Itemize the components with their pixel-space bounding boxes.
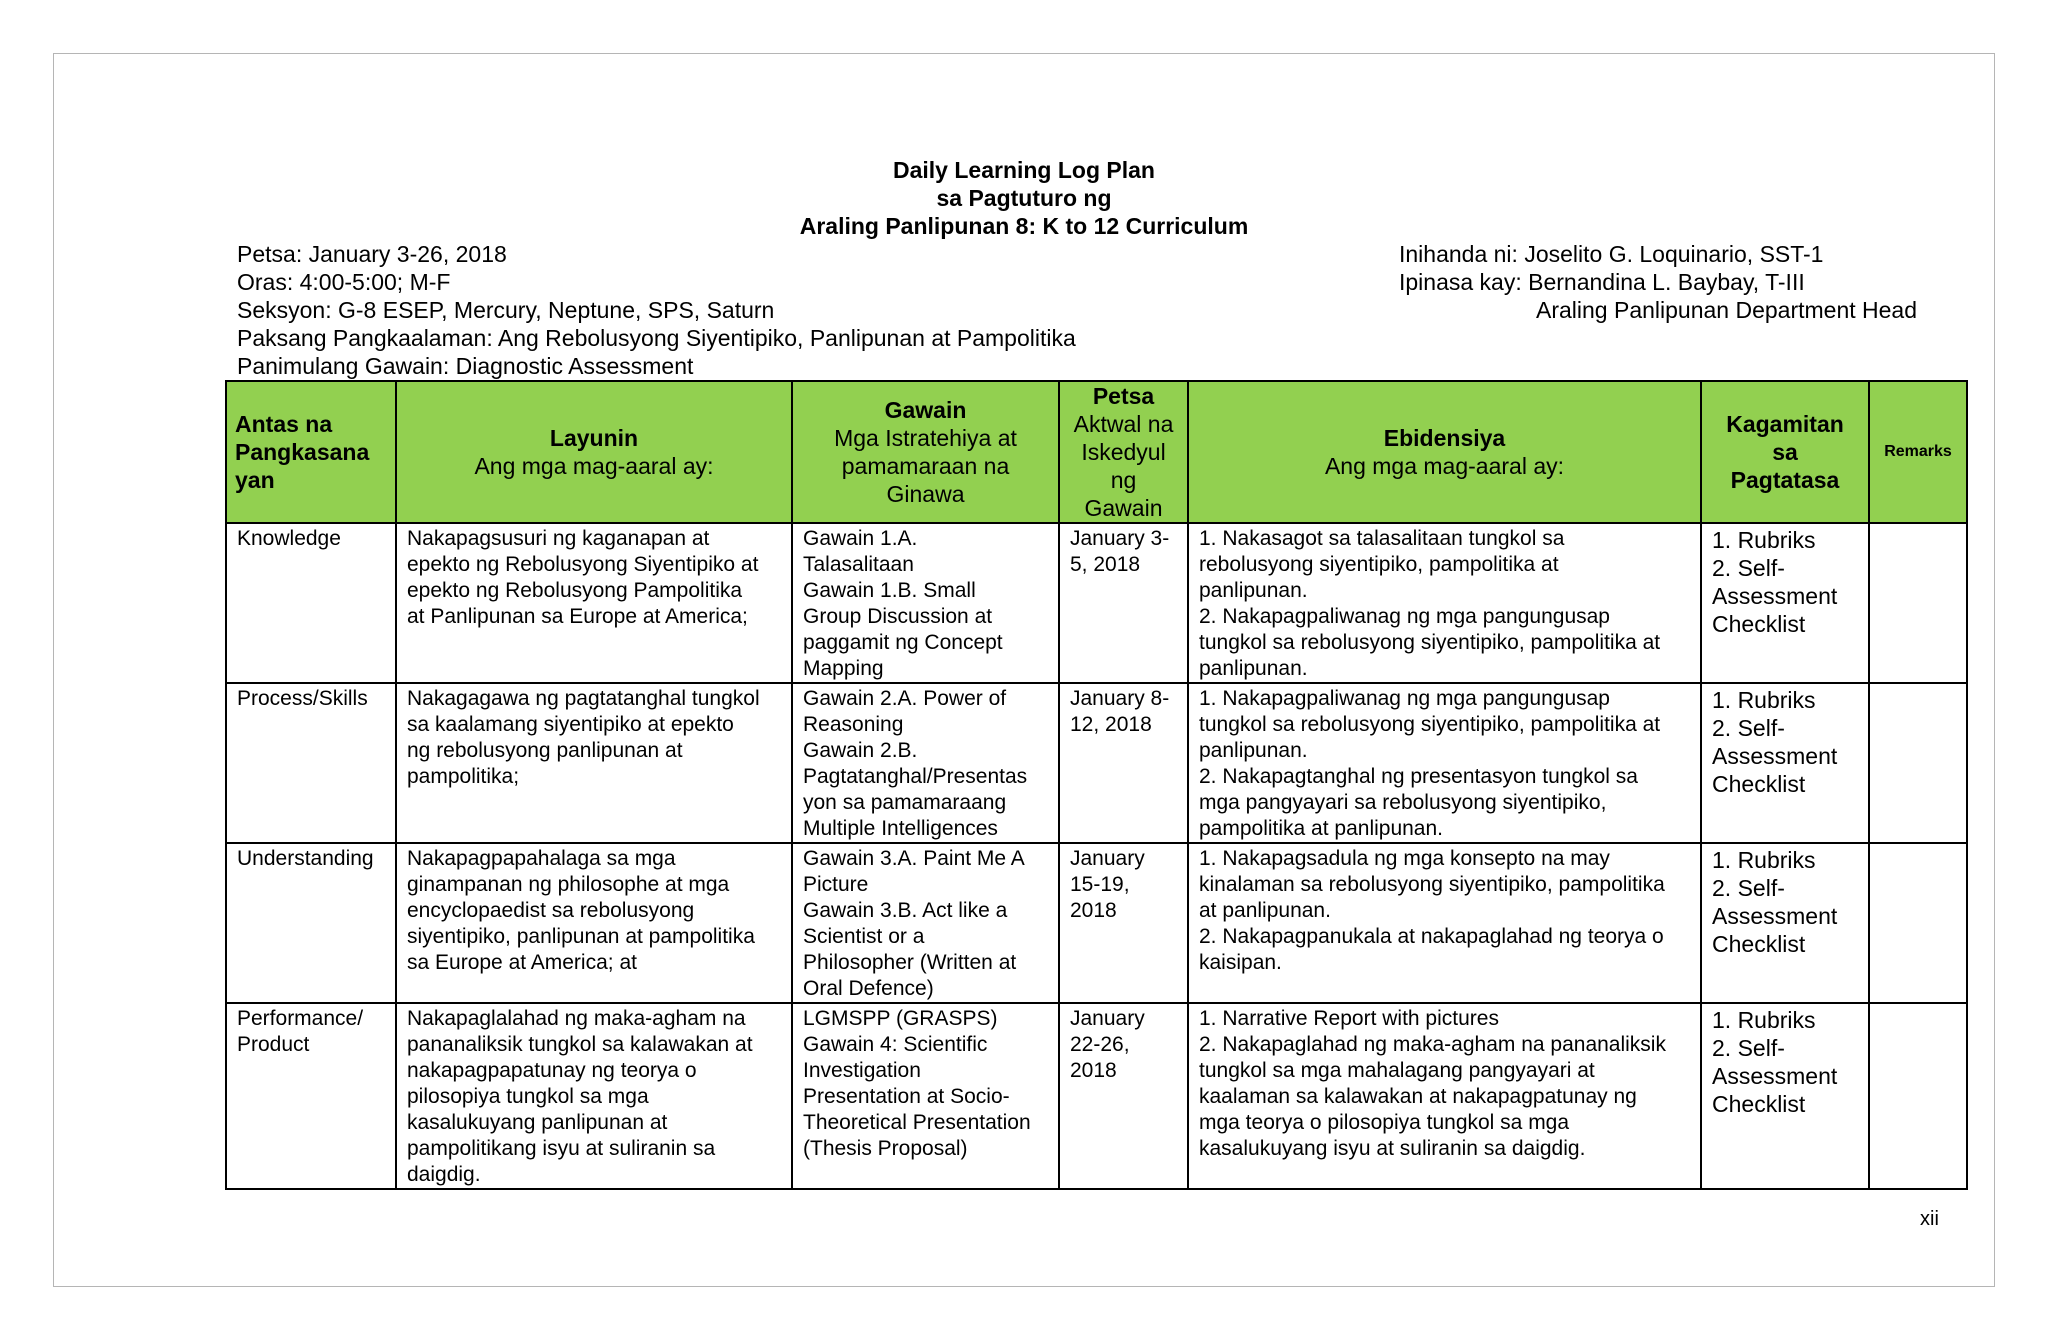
cell-ebidensiya-line: panlipunan. bbox=[1199, 657, 1308, 680]
table-row bbox=[226, 843, 1967, 1003]
cell-ebidensiya-line: tungkol sa mga mahalagang pangyayari at bbox=[1199, 1059, 1595, 1082]
header-layunin bbox=[396, 381, 792, 523]
cell-remarks bbox=[1869, 683, 1967, 843]
cell-layunin-line: pananaliksik tungkol sa kalawakan at bbox=[407, 1033, 753, 1056]
meta-oras: Oras: 4:00-5:00; M-F bbox=[237, 269, 451, 295]
cell-gawain-line: Investigation bbox=[803, 1059, 921, 1082]
cell-kagamitan-line: 1. Rubriks bbox=[1712, 1007, 1816, 1033]
cell-gawain bbox=[792, 523, 1059, 683]
cell-layunin bbox=[396, 843, 792, 1003]
cell-layunin bbox=[396, 523, 792, 683]
cell-layunin-line: at Panlipunan sa Europe at America; bbox=[407, 605, 748, 628]
cell-petsa bbox=[1059, 1003, 1188, 1189]
cell-petsa bbox=[1059, 843, 1188, 1003]
cell-layunin-line: Nakapagpapahalaga sa mga bbox=[407, 847, 676, 870]
cell-layunin-line: pampolitika; bbox=[407, 765, 520, 788]
header-gawain-title: Gawain bbox=[884, 397, 967, 423]
cell-gawain-line: Oral Defence) bbox=[803, 977, 934, 1000]
cell-antas-line: Understanding bbox=[237, 847, 374, 870]
cell-kagamitan-line: Checklist bbox=[1712, 771, 1806, 797]
cell-gawain bbox=[792, 683, 1059, 843]
cell-petsa-line: January 3- bbox=[1070, 527, 1170, 550]
cell-layunin-line: ginampanan ng philosophe at mga bbox=[407, 873, 730, 896]
header-gawain bbox=[792, 381, 1059, 523]
cell-ebidensiya-line: 2. Nakapaglahad ng maka-agham na pananaliksik bbox=[1199, 1033, 1666, 1056]
cell-layunin-line: nakapagpapatunay ng teorya o bbox=[407, 1059, 697, 1082]
header-ebidensiya bbox=[1188, 381, 1701, 523]
cell-antas bbox=[226, 843, 396, 1003]
cell-kagamitan bbox=[1701, 843, 1869, 1003]
cell-ebidensiya bbox=[1188, 523, 1701, 683]
cell-petsa bbox=[1059, 523, 1188, 683]
header-gawain-sub: pamamaraan na bbox=[841, 453, 1010, 479]
header-antas bbox=[226, 381, 396, 523]
cell-layunin-line: ng rebolusyong panlipunan at bbox=[407, 739, 683, 762]
cell-petsa-line: 15-19, bbox=[1070, 873, 1130, 896]
meta-left bbox=[237, 240, 1076, 380]
cell-ebidensiya-line: kaalaman sa kalawakan at nakapagpatunay ng bbox=[1199, 1085, 1637, 1108]
cell-ebidensiya-line: 1. Nakapagpaliwanag ng mga pangungusap bbox=[1199, 687, 1610, 710]
cell-gawain-line: Gawain 1.A. bbox=[803, 527, 918, 550]
cell-kagamitan-line: 1. Rubriks bbox=[1712, 527, 1816, 553]
header-gawain-sub: Mga Istratehiya at bbox=[834, 425, 1017, 451]
cell-layunin-line: sa Europe at America; at bbox=[407, 951, 637, 974]
cell-kagamitan bbox=[1701, 523, 1869, 683]
cell-petsa-line: 2018 bbox=[1070, 899, 1117, 922]
cell-kagamitan-line: Checklist bbox=[1712, 611, 1806, 637]
cell-kagamitan-line: 2. Self- bbox=[1712, 1035, 1785, 1061]
header-remarks: Remarks bbox=[1869, 381, 1967, 523]
cell-layunin-line: epekto ng Rebolusyong Siyentipiko at bbox=[407, 553, 759, 576]
cell-kagamitan-line: Assessment bbox=[1712, 743, 1838, 769]
cell-petsa bbox=[1059, 683, 1188, 843]
cell-layunin-line: kasalukuyang panlipunan at bbox=[407, 1111, 668, 1134]
cell-kagamitan bbox=[1701, 683, 1869, 843]
cell-layunin bbox=[396, 683, 792, 843]
meta-right bbox=[1399, 240, 1917, 324]
table-header-row bbox=[226, 381, 1967, 523]
cell-ebidensiya bbox=[1188, 683, 1701, 843]
header-kagamitan-line: sa bbox=[1772, 439, 1798, 465]
meta-paksang: Paksang Pangkaalaman: Ang Rebolusyong Siyentipiko, Panlipunan at Pampolitika bbox=[237, 325, 1076, 351]
cell-gawain-line: Talasalitaan bbox=[803, 553, 914, 576]
cell-gawain-line: Gawain 1.B. Small bbox=[803, 579, 976, 602]
title-line-1: Daily Learning Log Plan bbox=[893, 157, 1155, 183]
cell-gawain-line: Gawain 3.B. Act like a bbox=[803, 899, 1008, 922]
header-gawain-sub: Ginawa bbox=[886, 481, 965, 507]
header-layunin-title: Layunin bbox=[549, 425, 639, 451]
cell-gawain-line: Pagtatanghal/Presentas bbox=[803, 765, 1028, 788]
meta-department: Araling Panlipunan Department Head bbox=[1536, 297, 1918, 323]
header-petsa-sub: ng bbox=[1110, 467, 1137, 493]
meta-seksyon: Seksyon: G-8 ESEP, Mercury, Neptune, SPS, Saturn bbox=[237, 297, 775, 323]
cell-kagamitan-line: Assessment bbox=[1712, 903, 1838, 929]
cell-petsa-line: January bbox=[1070, 1007, 1145, 1030]
header-petsa-title: Petsa bbox=[1092, 383, 1155, 409]
title-line-3: Araling Panlipunan 8: K to 12 Curriculum bbox=[799, 213, 1249, 239]
header-kagamitan-line: Kagamitan bbox=[1726, 411, 1844, 437]
cell-kagamitan-line: Checklist bbox=[1712, 931, 1806, 957]
cell-ebidensiya-line: kaisipan. bbox=[1199, 951, 1282, 974]
cell-ebidensiya bbox=[1188, 1003, 1701, 1189]
cell-layunin-line: pampolitikang isyu at suliranin sa bbox=[407, 1137, 716, 1160]
header-petsa bbox=[1059, 381, 1188, 523]
cell-ebidensiya-line: 2. Nakapagpanukala at nakapaglahad ng teorya o bbox=[1199, 925, 1664, 948]
header-petsa-sub: Gawain bbox=[1084, 495, 1163, 521]
cell-ebidensiya-line: pampolitika at panlipunan. bbox=[1199, 817, 1444, 840]
cell-gawain bbox=[792, 1003, 1059, 1189]
cell-ebidensiya-line: at panlipunan. bbox=[1199, 899, 1331, 922]
cell-antas bbox=[226, 1003, 396, 1189]
cell-gawain-line: Gawain 2.A. Power of bbox=[803, 687, 1007, 710]
cell-gawain-line: Gawain 4: Scientific bbox=[803, 1033, 988, 1056]
header-ebidensiya-title: Ebidensiya bbox=[1383, 425, 1506, 451]
cell-gawain-line: Group Discussion at bbox=[803, 605, 993, 628]
table-row bbox=[226, 683, 1967, 843]
cell-petsa-line: January bbox=[1070, 847, 1145, 870]
cell-ebidensiya-line: 1. Nakasagot sa talasalitaan tungkol sa bbox=[1199, 527, 1565, 550]
cell-petsa-line: 5, 2018 bbox=[1070, 553, 1141, 576]
cell-antas-line: Knowledge bbox=[237, 527, 341, 550]
meta-ipinasa: Ipinasa kay: Bernandina L. Baybay, T-III bbox=[1399, 269, 1805, 295]
cell-kagamitan-line: Assessment bbox=[1712, 583, 1838, 609]
cell-antas bbox=[226, 683, 396, 843]
cell-layunin-line: sa kaalamang siyentipiko at epekto bbox=[407, 713, 734, 736]
cell-ebidensiya-line: 1. Nakapagsadula ng mga konsepto na may bbox=[1199, 847, 1610, 870]
cell-kagamitan-line: 2. Self- bbox=[1712, 715, 1785, 741]
cell-layunin-line: Nakapagsusuri ng kaganapan at bbox=[407, 527, 710, 550]
cell-kagamitan-line: Checklist bbox=[1712, 1091, 1806, 1117]
cell-ebidensiya-line: kinalaman sa rebolusyong siyentipiko, pampolitika bbox=[1199, 873, 1665, 896]
cell-kagamitan-line: 1. Rubriks bbox=[1712, 847, 1816, 873]
cell-ebidensiya-line: 1. Narrative Report with pictures bbox=[1199, 1007, 1499, 1030]
table-body bbox=[226, 523, 1967, 1189]
cell-gawain-line: Gawain 2.B. bbox=[803, 739, 918, 762]
cell-gawain-line: (Thesis Proposal) bbox=[803, 1137, 968, 1160]
cell-petsa-line: 22-26, bbox=[1070, 1033, 1130, 1056]
cell-ebidensiya-line: 2. Nakapagpaliwanag ng mga pangungusap bbox=[1199, 605, 1610, 628]
header-antas-line: Pangkasana bbox=[235, 439, 370, 465]
cell-ebidensiya-line: tungkol sa rebolusyong siyentipiko, pampolitika at bbox=[1199, 713, 1661, 736]
cell-gawain-line: Reasoning bbox=[803, 713, 904, 736]
cell-ebidensiya-line: rebolusyong siyentipiko, pampolitika at bbox=[1199, 553, 1559, 576]
cell-ebidensiya-line: panlipunan. bbox=[1199, 739, 1308, 762]
cell-remarks bbox=[1869, 523, 1967, 683]
cell-ebidensiya-line: panlipunan. bbox=[1199, 579, 1308, 602]
meta-inihanda: Inihanda ni: Joselito G. Loquinario, SST-1 bbox=[1399, 241, 1824, 267]
cell-layunin bbox=[396, 1003, 792, 1189]
header-antas-line: Antas na bbox=[235, 411, 333, 437]
cell-layunin-line: Nakapaglalahad ng maka-agham na bbox=[407, 1007, 746, 1030]
cell-layunin-line: encyclopaedist sa rebolusyong bbox=[407, 899, 695, 922]
cell-gawain-line: Philosopher (Written at bbox=[803, 951, 1017, 974]
table-row bbox=[226, 1003, 1967, 1189]
meta-petsa: Petsa: January 3-26, 2018 bbox=[237, 241, 507, 267]
cell-gawain-line: LGMSPP (GRASPS) bbox=[803, 1007, 998, 1030]
cell-layunin-line: daigdig. bbox=[407, 1163, 481, 1186]
cell-gawain-line: Multiple Intelligences bbox=[803, 817, 998, 840]
cell-layunin-line: epekto ng Rebolusyong Pampolitika bbox=[407, 579, 743, 602]
cell-ebidensiya-line: mga teorya o pilosopiya tungkol sa mga bbox=[1199, 1111, 1570, 1134]
cell-gawain-line: yon sa pamamaraang bbox=[803, 791, 1007, 814]
cell-antas bbox=[226, 523, 396, 683]
cell-kagamitan-line: Assessment bbox=[1712, 1063, 1838, 1089]
cell-kagamitan-line: 1. Rubriks bbox=[1712, 687, 1816, 713]
cell-ebidensiya-line: 2. Nakapagtanghal ng presentasyon tungkol sa bbox=[1199, 765, 1638, 788]
cell-kagamitan bbox=[1701, 1003, 1869, 1189]
page-number: xii bbox=[1920, 1208, 1939, 1230]
header-kagamitan-line: Pagtatasa bbox=[1730, 467, 1840, 493]
cell-remarks bbox=[1869, 843, 1967, 1003]
cell-antas-line: Performance/ bbox=[237, 1007, 364, 1030]
cell-ebidensiya-line: mga pangyayari sa rebolusyong siyentipiko, bbox=[1199, 791, 1607, 814]
header-antas-line: yan bbox=[235, 467, 275, 493]
cell-layunin-line: siyentipiko, panlipunan at pampolitika bbox=[407, 925, 755, 948]
cell-remarks bbox=[1869, 1003, 1967, 1189]
cell-gawain-line: paggamit ng Concept bbox=[803, 631, 1003, 654]
header-kagamitan bbox=[1701, 381, 1869, 523]
cell-antas-line: Product bbox=[237, 1033, 310, 1056]
document-title bbox=[0, 156, 2048, 240]
cell-ebidensiya bbox=[1188, 843, 1701, 1003]
cell-ebidensiya-line: tungkol sa rebolusyong siyentipiko, pampolitika at bbox=[1199, 631, 1661, 654]
cell-antas-line: Process/Skills bbox=[237, 687, 368, 710]
cell-petsa-line: January 8- bbox=[1070, 687, 1170, 710]
meta-panimulang: Panimulang Gawain: Diagnostic Assessment bbox=[237, 353, 694, 379]
cell-layunin-line: pilosopiya tungkol sa mga bbox=[407, 1085, 649, 1108]
header-ebidensiya-sub: Ang mga mag-aaral ay: bbox=[1324, 453, 1565, 479]
cell-kagamitan-line: 2. Self- bbox=[1712, 875, 1785, 901]
learning-log-table bbox=[225, 380, 1968, 1190]
cell-petsa-line: 2018 bbox=[1070, 1059, 1117, 1082]
table-row bbox=[226, 523, 1967, 683]
cell-kagamitan-line: 2. Self- bbox=[1712, 555, 1785, 581]
cell-gawain-line: Theoretical Presentation bbox=[803, 1111, 1031, 1134]
cell-gawain-line: Picture bbox=[803, 873, 869, 896]
cell-gawain-line: Presentation at Socio- bbox=[803, 1085, 1010, 1108]
cell-gawain bbox=[792, 843, 1059, 1003]
cell-petsa-line: 12, 2018 bbox=[1070, 713, 1152, 736]
cell-gawain-line: Scientist or a bbox=[803, 925, 925, 948]
header-petsa-sub: Iskedyul bbox=[1081, 439, 1166, 465]
header-layunin-sub: Ang mga mag-aaral ay: bbox=[474, 453, 714, 479]
header-petsa-sub: Aktwal na bbox=[1073, 411, 1174, 437]
cell-layunin-line: Nakagagawa ng pagtatanghal tungkol bbox=[407, 687, 760, 710]
cell-ebidensiya-line: kasalukuyang isyu at suliranin sa daigdig. bbox=[1199, 1137, 1586, 1160]
cell-gawain-line: Mapping bbox=[803, 657, 884, 680]
title-line-2: sa Pagtuturo ng bbox=[936, 185, 1112, 211]
cell-gawain-line: Gawain 3.A. Paint Me A bbox=[803, 847, 1025, 870]
